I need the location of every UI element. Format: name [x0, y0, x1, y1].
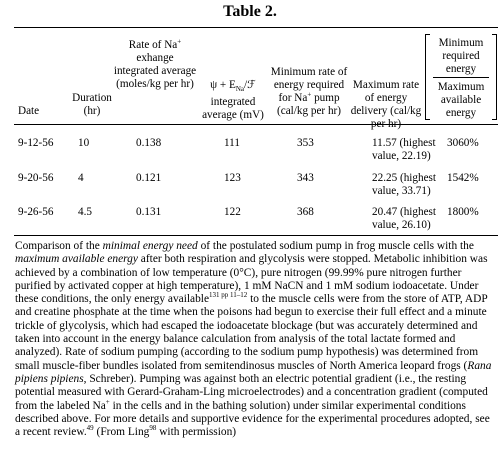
table-cell-rate: 0.131: [136, 206, 162, 218]
header-psi-text: ψ + E: [210, 79, 236, 91]
table-cell-ratio: 3060%: [447, 137, 479, 149]
table-cell-max-rate: 22.25 (highest value, 33.71): [372, 172, 437, 197]
table-cell-potential: 122: [224, 206, 241, 218]
table-cell-duration: 4.5: [78, 206, 92, 218]
table-cell-date: 9-12-56: [18, 137, 54, 149]
header-rate-text: Rate of Na: [128, 39, 178, 51]
header-min-energy-rate: [266, 66, 352, 118]
header-psi-sub: Na: [235, 85, 244, 94]
caption-text: , Schreber). Pumping was against both an electric potential gradient (i.e., the resting potential measured with Gerard-Graham-Ling microelectrodes) and a concentration gradient (computed from the labeled Na: [15, 372, 488, 412]
caption-text: in the cells and in the bathing solution) under similar experimental conditions described above. For more details and supportive evidence for the experimental procedures adopted, see a recent review.: [15, 399, 490, 439]
header-psi-text-2: /ℱ integrated average (mV): [202, 79, 264, 122]
header-duration: Duration (hr): [72, 92, 112, 117]
bottom-rule: [14, 235, 498, 236]
header-potential: [197, 79, 269, 122]
right-bracket: [492, 34, 497, 120]
caption-text: after both respiration and glycolysis were stopped. Metabolic inhibition was achieved by a combination of low temperature (0°C), pure nitrogen (99.99% pure nitrogen further purified by activated copper at high temperature), 1 mM NaCN and 1 mM sodium iodoacetate. Under these conditions, the only energy available: [15, 253, 488, 306]
ion-superscript: +: [105, 397, 110, 406]
header-rule: [14, 124, 498, 125]
header-min-sup: +: [307, 90, 312, 99]
table-cell-ratio: 1800%: [447, 206, 479, 218]
citation-superscript: 98: [149, 424, 157, 433]
table-cell-min-rate: 353: [297, 137, 314, 149]
caption-italic: minimal energy need: [102, 240, 198, 252]
caption-text: (From Ling: [93, 426, 150, 439]
table-cell-date: 9-26-56: [18, 206, 54, 218]
caption-italic: maximum available energy: [15, 253, 138, 266]
table-cell-potential: 123: [224, 172, 241, 184]
header-min-text: Minimum rate of energy required for Na: [270, 66, 348, 104]
header-min-text-2: pump (cal/kg per hr): [277, 92, 341, 117]
top-rule: [14, 27, 498, 28]
caption-text: Comparison of the: [15, 240, 103, 252]
table-cell-min-rate: 343: [297, 172, 314, 184]
header-rate-na-exchange: [113, 39, 197, 91]
fraction-line: [433, 77, 489, 78]
table-cell-min-rate: 368: [297, 206, 314, 218]
table-cell-max-rate: 20.47 (highest value, 26.10): [372, 206, 437, 231]
header-max-energy-rate: Maximum rate of energy delivery (cal/kg per hr): [350, 79, 422, 130]
table-caption: [15, 240, 497, 439]
header-rate-sup: +: [177, 37, 182, 46]
ratio-denominator: Maximum available energy: [437, 81, 485, 119]
table-cell-rate: 0.138: [136, 137, 162, 149]
citation-superscript: 49: [86, 424, 94, 433]
ratio-numerator: Minimum required energy: [438, 37, 484, 75]
header-rate-text-2: exhange integrated average (moles/kg per hr): [113, 52, 197, 90]
table-cell-max-rate: 11.57 (highest value, 22.19): [372, 137, 436, 162]
species-name: Rana pipiens pipiens: [15, 359, 492, 385]
table-title: Table 2.: [223, 3, 277, 20]
table-cell-potential: 111: [224, 137, 240, 149]
caption-text: with permission): [156, 426, 237, 439]
caption-text: of the postulated sodium pump in frog muscle cells with the: [197, 240, 474, 252]
table-cell-rate: 0.121: [136, 172, 162, 184]
table-cell-duration: 4: [78, 172, 84, 184]
table-cell-ratio: 1542%: [447, 172, 479, 184]
header-date: Date: [18, 105, 40, 117]
left-bracket: [425, 34, 430, 120]
citation-superscript: 131 pp 11–12: [209, 291, 248, 300]
caption-text: to the muscle cells were from the store of ATP, ADP and creatine phosphate at the time when the poisons had begun to exercise their full effect and a minute trickle of glycolysis, which had escaped the iodoacetate blockage (but was accurately determined and taken into account in the energy balance calculation from analysis of the total lactate formed and analyzed). Rate of sodium pumping (according to the sodium pump hypothesis) was determined from small muscle-fiber bundles isolated from semitendinosus muscles of North America leopard frogs (: [15, 293, 488, 372]
table-cell-date: 9-20-56: [18, 172, 54, 184]
header-energy-ratio: [425, 34, 497, 120]
table-cell-duration: 10: [78, 137, 90, 149]
